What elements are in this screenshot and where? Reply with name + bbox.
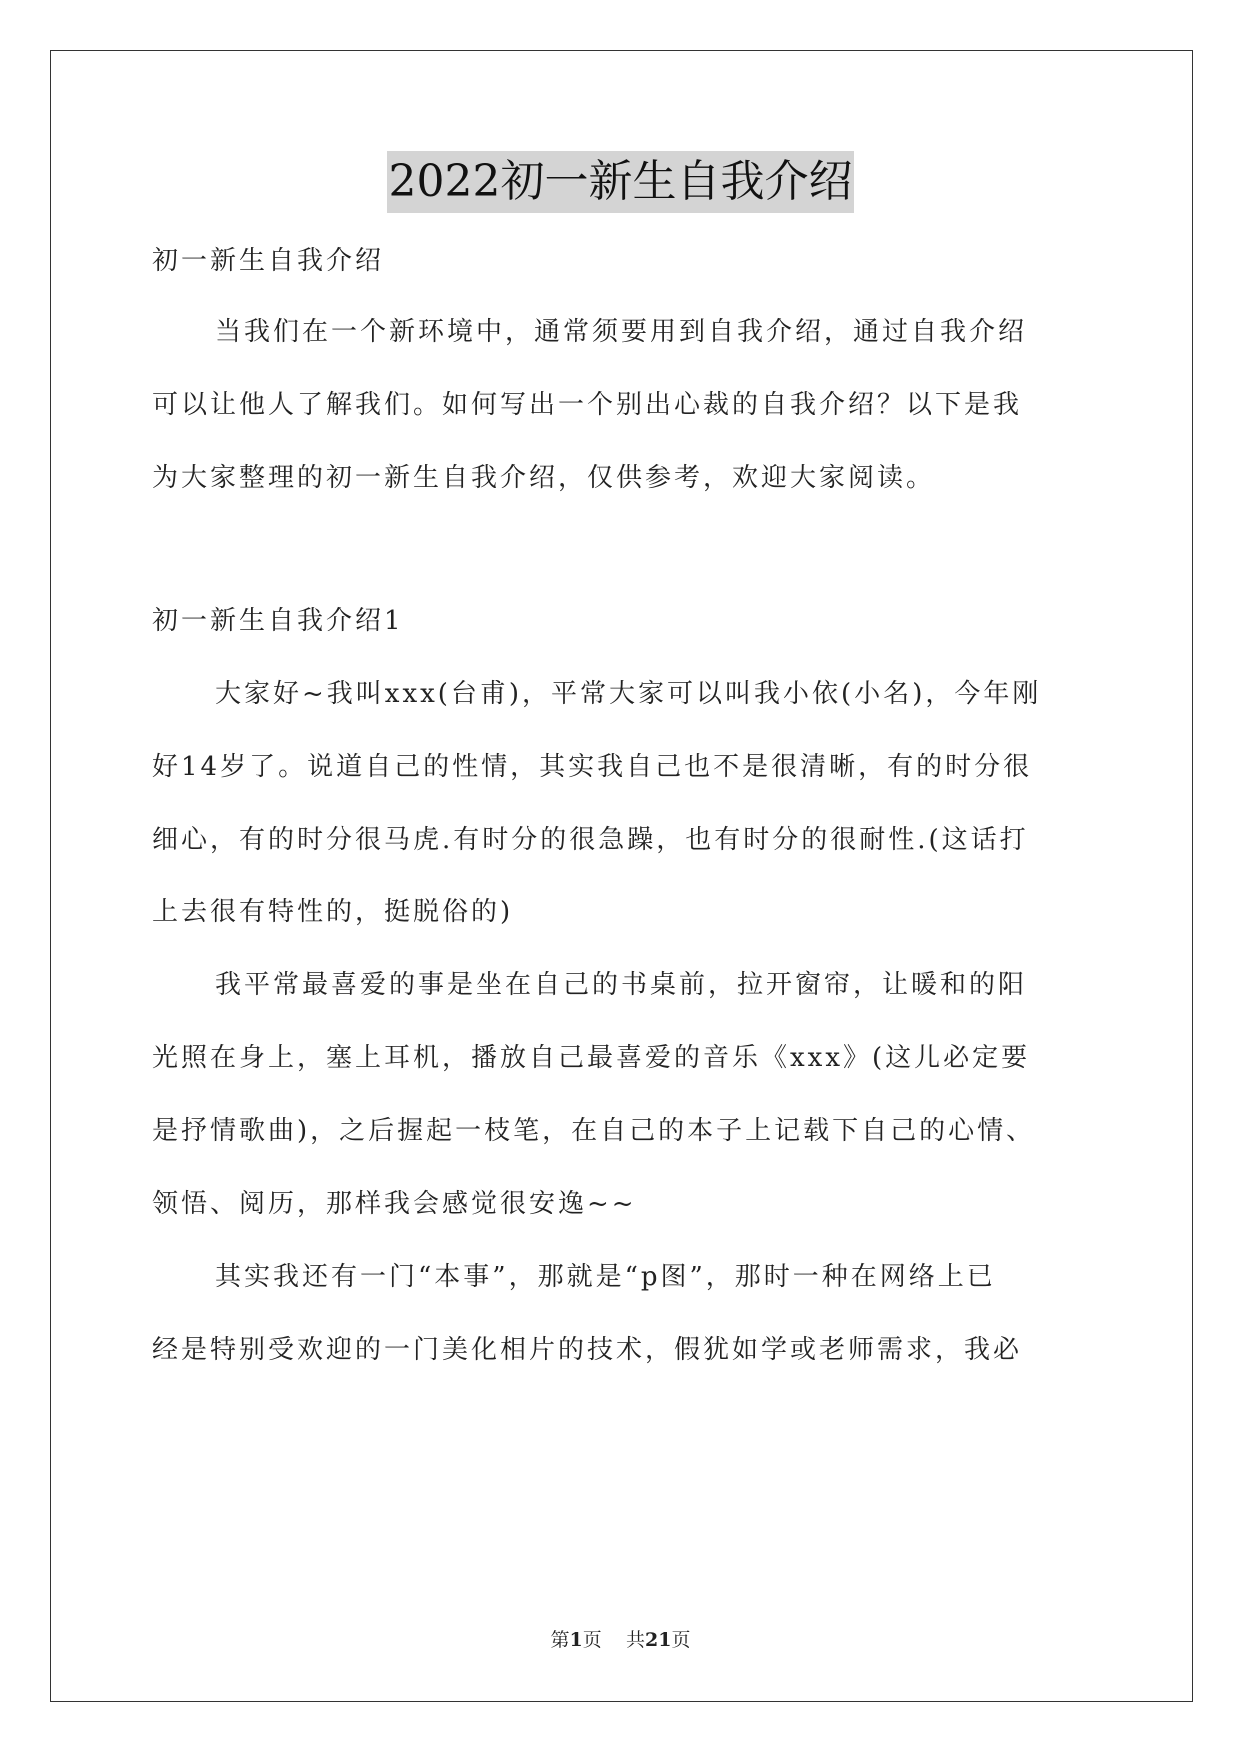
- paragraph-line: 细心，有的时分很马虎.有时分的很急躁，也有时分的很耐性.(这话打: [152, 825, 1029, 855]
- paragraph-line: 上去很有特性的，挺脱俗的): [152, 897, 514, 927]
- document-title: 2022初一新生自我介绍: [387, 151, 855, 213]
- paragraph-line: 好14岁了。说道自己的性情，其实我自己也不是很清晰，有的时分很: [152, 752, 1033, 782]
- title-container: [0, 151, 1241, 213]
- paragraph-line: 经是特别受欢迎的一门美化相片的技术，假犹如学或老师需求，我必: [152, 1335, 1023, 1365]
- paragraph-line: 其实我还有一门“本事”，那就是“p图”，那时一种在网络上已: [215, 1262, 996, 1292]
- section-heading: 初一新生自我介绍: [152, 246, 385, 276]
- paragraph-line: 可以让他人了解我们。如何写出一个别出心裁的自我介绍？以下是我: [152, 390, 1023, 420]
- page-border: [50, 50, 1193, 1702]
- current-page-number: 1: [569, 1629, 583, 1651]
- paragraph-line: 当我们在一个新环境中，通常须要用到自我介绍，通过自我介绍: [215, 317, 1028, 347]
- paragraph-line: 为大家整理的初一新生自我介绍，仅供参考，欢迎大家阅读。: [152, 463, 936, 493]
- total-pages-prefix: 共: [625, 1629, 645, 1651]
- paragraph-line: 我平常最喜爱的事是坐在自己的书桌前，拉开窗帘，让暖和的阳: [215, 970, 1028, 1000]
- page-number-suffix: 页: [582, 1629, 602, 1651]
- page-number-prefix: 第: [550, 1629, 570, 1651]
- paragraph-line: 领悟、阅历，那样我会感觉很安逸~~: [152, 1189, 637, 1219]
- page-footer: [0, 1627, 1241, 1653]
- total-pages-suffix: 页: [671, 1629, 691, 1651]
- paragraph-line: 大家好~我叫xxx(台甫)，平常大家可以叫我小依(小名)，今年刚: [215, 679, 1042, 709]
- section-heading: 初一新生自我介绍1: [152, 606, 404, 636]
- paragraph-line: 是抒情歌曲)，之后握起一枝笔，在自己的本子上记载下自己的心情、: [152, 1116, 1036, 1146]
- total-page-count: 21: [644, 1629, 672, 1651]
- paragraph-line: 光照在身上，塞上耳机，播放自己最喜爱的音乐《xxx》(这儿必定要: [152, 1043, 1031, 1073]
